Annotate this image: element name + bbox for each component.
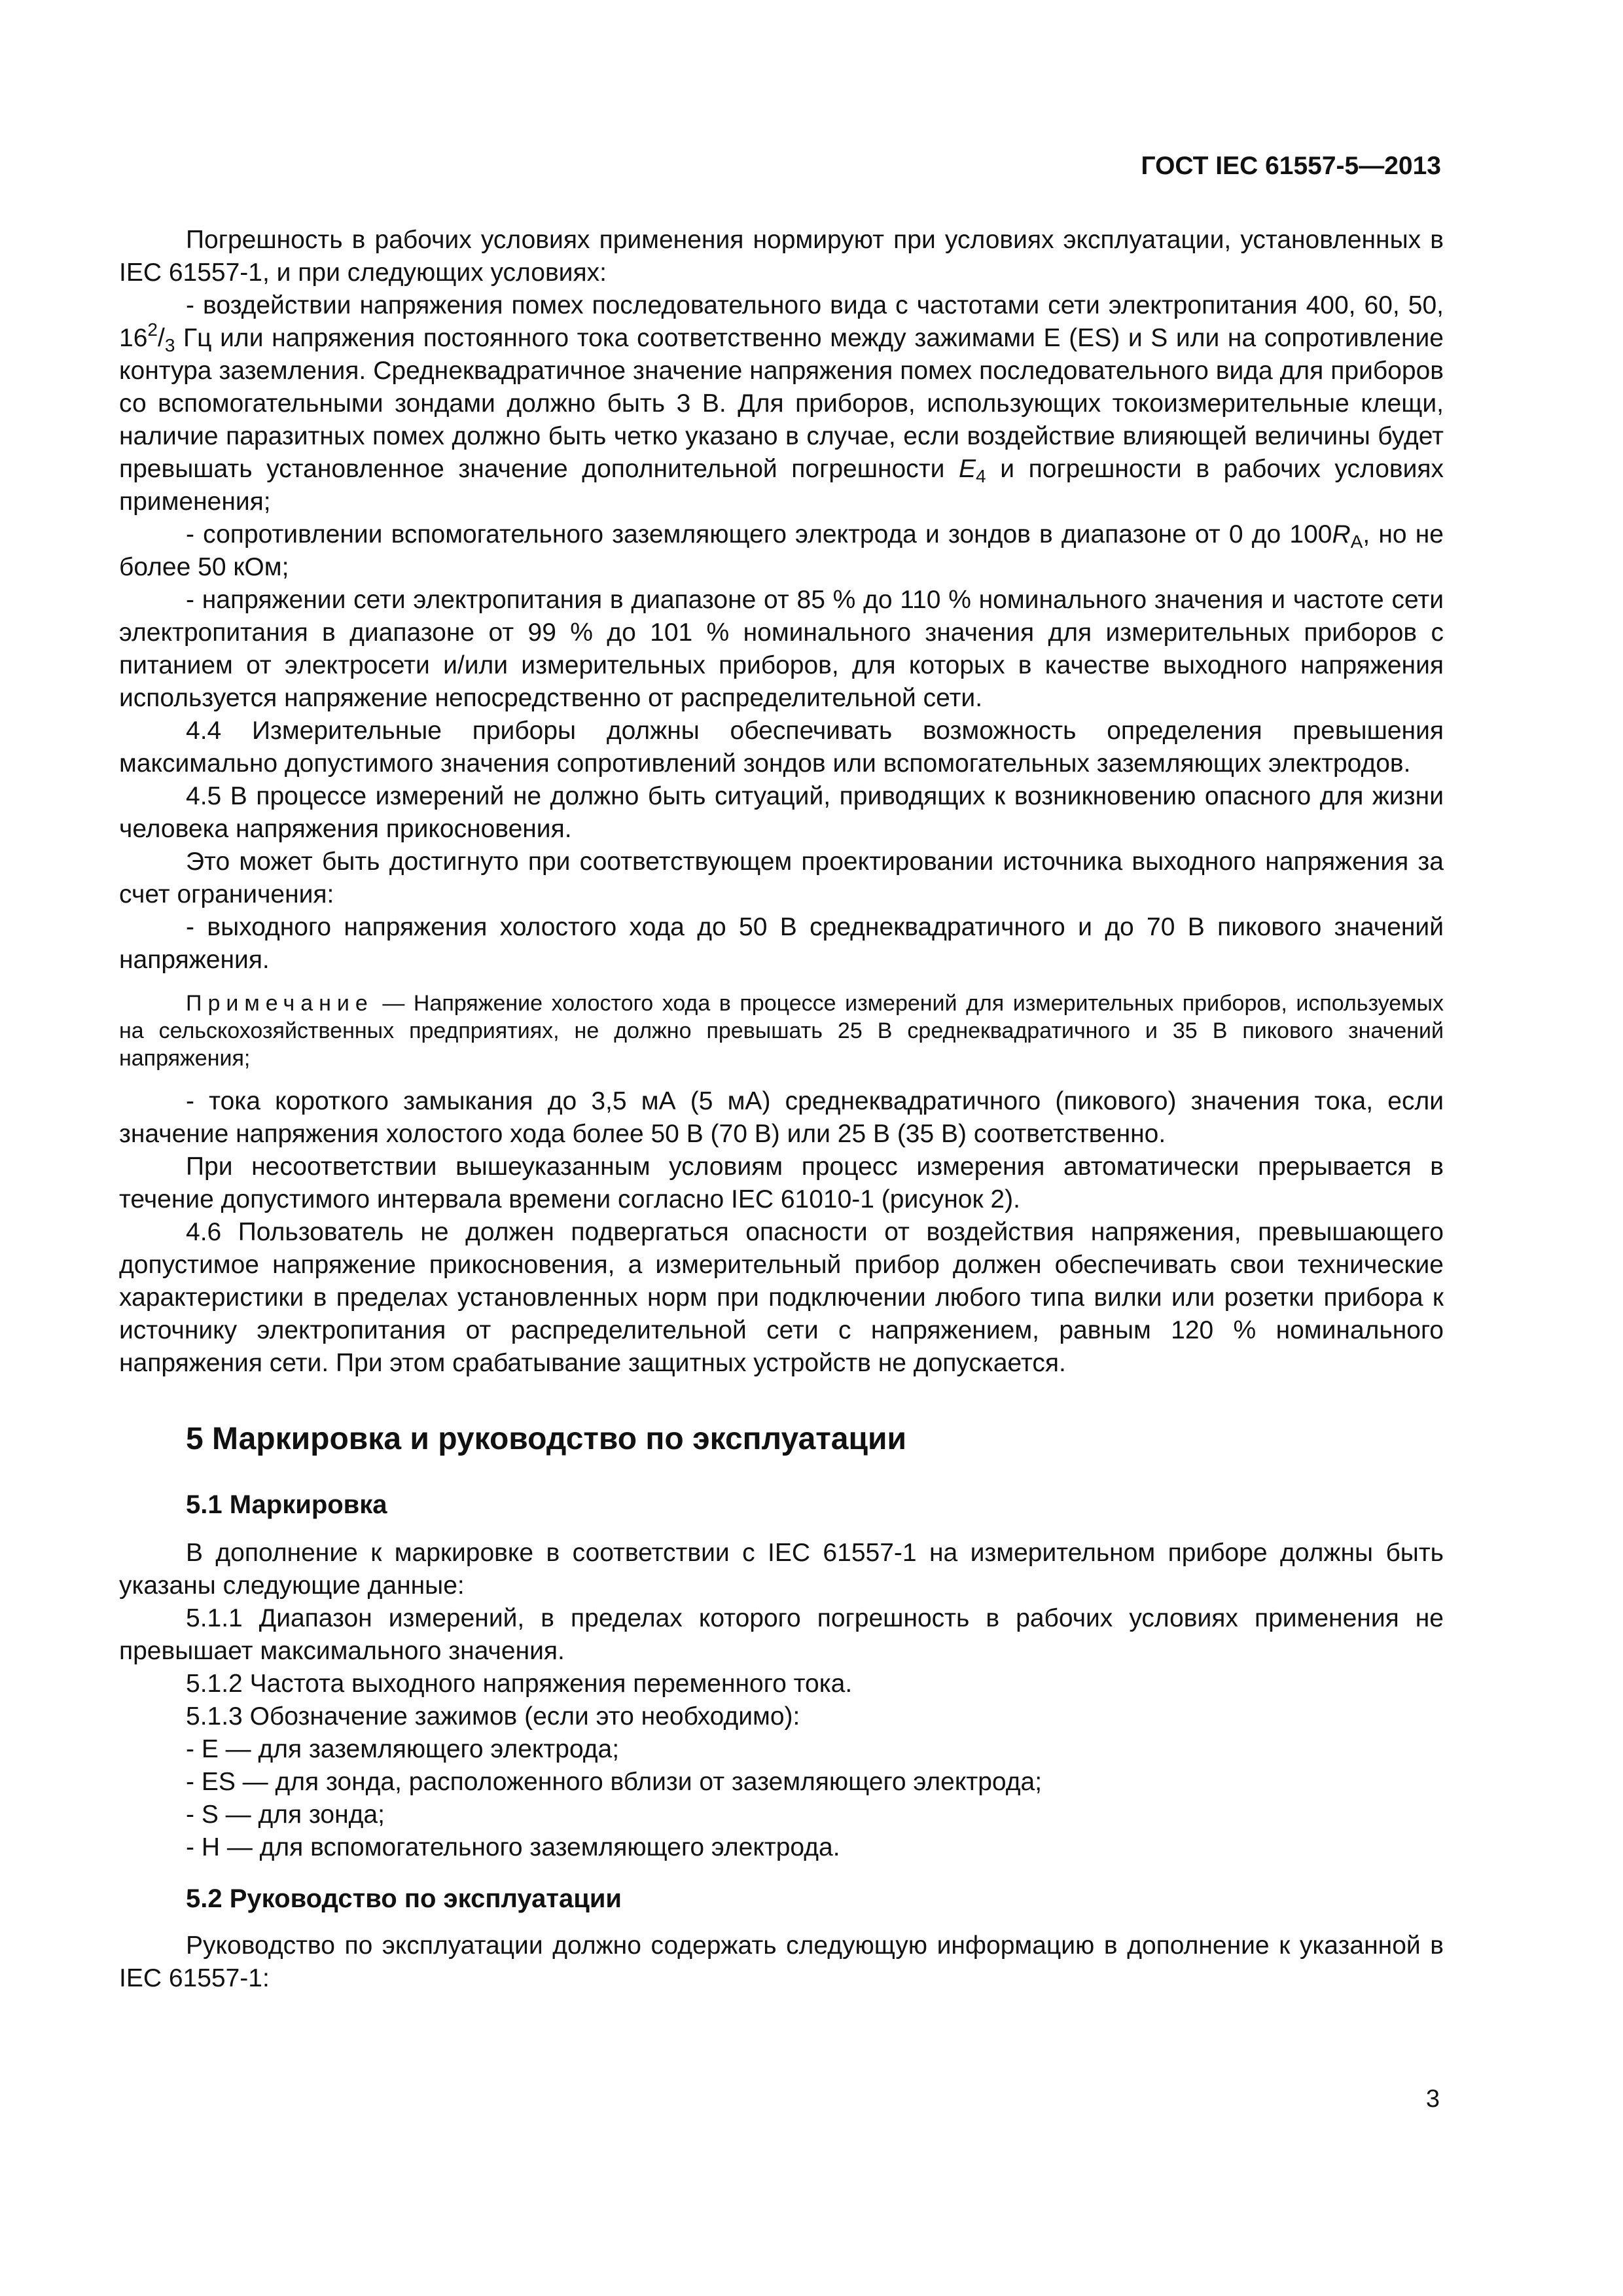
section-heading: 5 Маркировка и руководство по эксплуатации (186, 1422, 906, 1456)
note: Примечание — Напряжение холостого хода в процессе измерений для измерительных приборов, используемых на сельскохозяйственных предприятиях, не должно превышать 25 В среднеквадратичного и 35 В пикового значений напряжения; (119, 991, 1444, 1071)
paragraph-resistance: - сопротивлении вспомогательного заземляющего электрода и зондов в диапазоне от 0 до $100R_A$, но не более 50 кОм; (119, 520, 1444, 581)
paragraph: 5.1.1 Диапазон измерений, в пределах которого погрешность в рабочих условиях применения не превышает максимального значения. (119, 1604, 1444, 1665)
page-number: 3 (1425, 2085, 1440, 2113)
list-item: - S — для зонда; (186, 1801, 385, 1829)
note-label: Примечание (186, 991, 374, 1016)
paragraph: 4.6 Пользователь не должен подвергаться опасности от воздействия напряжения, превышающего допустимое напряжение прикосновения, а измерительный прибор должен обеспечивать свои технические характеристики в пределах установленных норм при подключении любого типа вилки или розетки прибора к источнику электропитания от распределительной сети с напряжением, равным 120 % номинального напряжения сети. При этом срабатывание защитных устройств не допускается. (119, 1218, 1444, 1377)
paragraph: Это может быть достигнуто при соответствующем проектировании источника выходного напряжения за счет ограничения: (119, 848, 1444, 908)
paragraph-interference: - воздействии напряжения помех последовательного вида с частотами сети электропитания 400, 60, 50, $16^2/_3$ Гц или напряжения постоянного тока соответственно между зажимами E (ES) и S или на сопротивление контура заземления. Среднеквадратичное значение напряжения помех последовательного вида для приборов со вспомогательными зондами должно быть 3 В. Для приборов, использующих токоизмерительные клещи, наличие паразитных помех должно быть четко указано в случае, если воздействие влияющей величины будет превышать установленное значение дополнительной погрешности $E_4$ и погрешности в рабочих условиях применения; (119, 291, 1444, 516)
paragraph: При несоответствии вышеуказанным условиям процесс измерения автоматически прерывается в течение допустимого интервала времени согласно IEC 61010-1 (рисунок 2). (119, 1153, 1444, 1213)
list-item: - ES — для зонда, расположенного вблизи от заземляющего электрода; (186, 1768, 1043, 1796)
subsection-heading: 5.2 Руководство по эксплуатации (186, 1884, 622, 1913)
document-code-header: ГОСТ IEC 61557-5—2013 (1141, 152, 1441, 180)
paragraph: 5.1.3 Обозначение зажимов (если это необходимо): (186, 1702, 800, 1731)
paragraph: Руководство по эксплуатации должно содержать следующую информацию в дополнение к указанной в IEC 61557-1: (119, 1931, 1444, 1992)
paragraph: 4.5 В процессе измерений не должно быть ситуаций, приводящих к возникновению опасного для жизни человека напряжения прикосновения. (119, 782, 1444, 843)
paragraph: В дополнение к маркировке в соответствии с IEC 61557-1 на измерительном приборе должны быть указаны следующие данные: (119, 1539, 1444, 1600)
subsection-heading: 5.1 Маркировка (186, 1490, 387, 1519)
paragraph: Погрешность в рабочих условиях применения нормируют при условиях эксплуатации, установленных в IEC 61557-1, и при следующих условиях: (119, 226, 1444, 287)
list-item: - H — для вспомогательного заземляющего электрода. (186, 1833, 840, 1861)
document-body (119, 224, 1444, 1995)
paragraph: - напряжении сети электропитания в диапазоне от 85 % до 110 % номинального значения и частоте сети электропитания в диапазоне от 99 % до 101 % номинального значения для измерительных приборов с питанием от электросети и/или измерительных приборов, для которых в качестве выходного напряжения используется напряжение непосредственно от распределительной сети. (119, 586, 1444, 712)
paragraph: - выходного напряжения холостого хода до 50 В среднеквадратичного и до 70 В пикового значений напряжения. (119, 913, 1444, 974)
list-item: - E — для заземляющего электрода; (186, 1735, 620, 1763)
paragraph: - тока короткого замыкания до 3,5 мА (5 мА) среднеквадратичного (пикового) значения тока, если значение напряжения холостого хода более 50 В (70 В) или 25 В (35 В) соответственно. (119, 1087, 1444, 1148)
paragraph: 5.1.2 Частота выходного напряжения переменного тока. (186, 1670, 853, 1698)
paragraph: 4.4 Измерительные приборы должны обеспечивать возможность определения превышения максимально допустимого значения сопротивлений зондов или вспомогательных заземляющих электродов. (119, 717, 1444, 778)
